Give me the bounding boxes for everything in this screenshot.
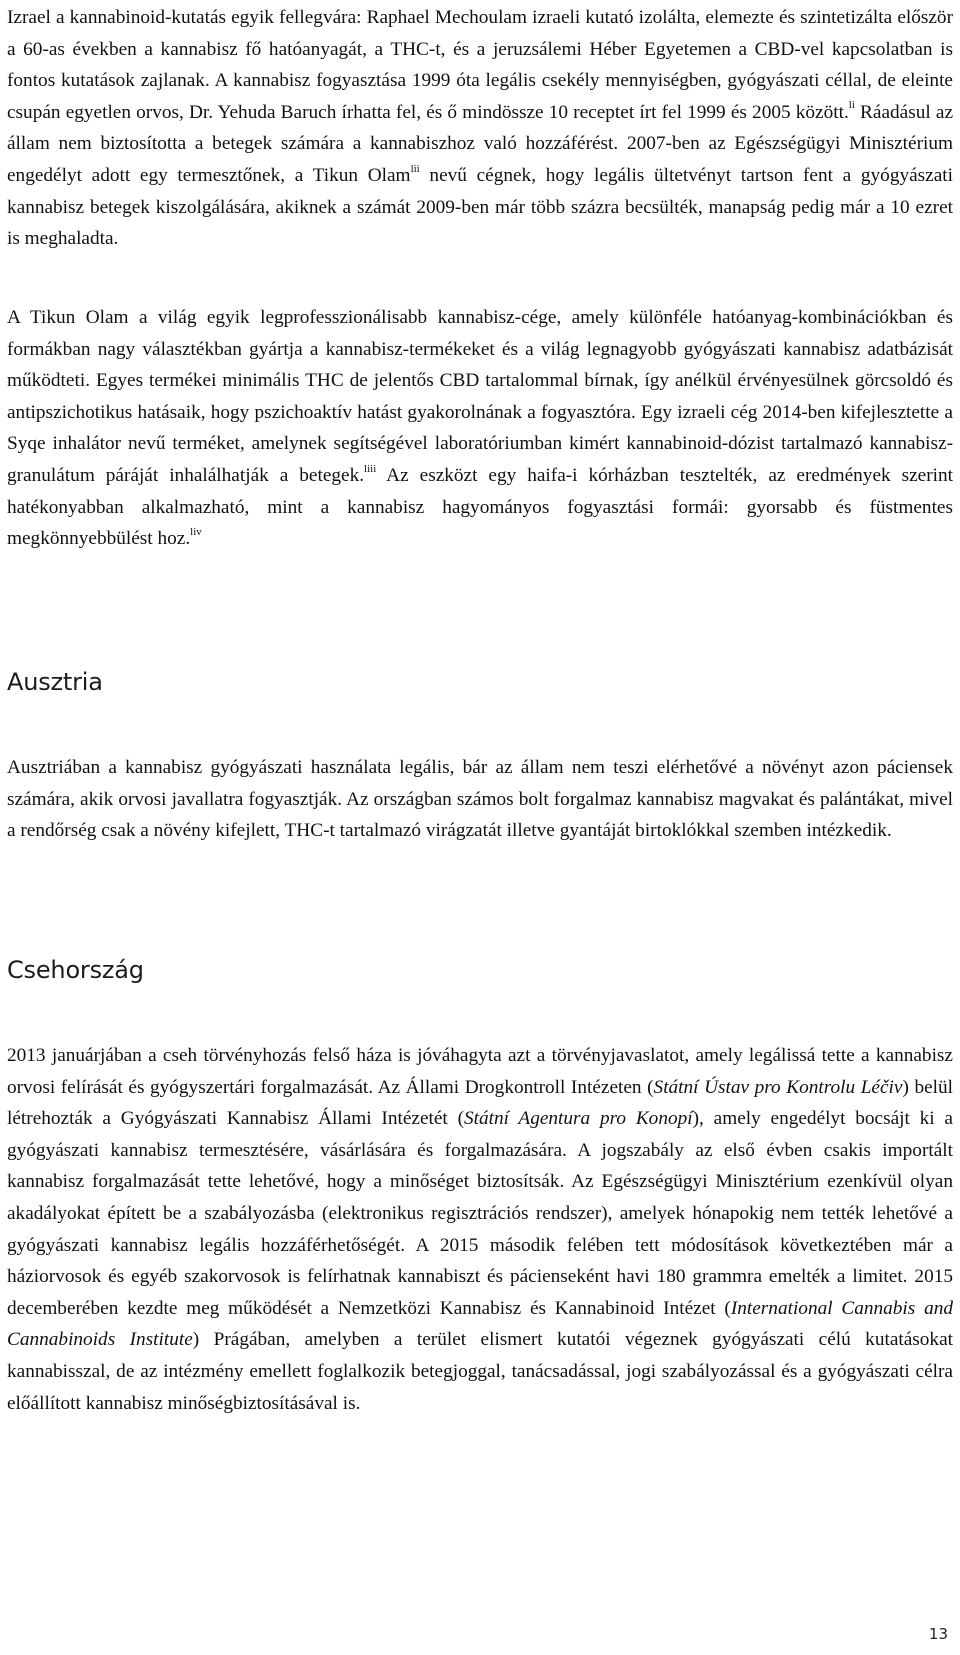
text-run: A Tikun Olam a világ egyik legprofesszionálisabb kannabisz-cége, amely különféle hatóanyag-kombinációkban és formákban nagy választékban gyártja a kannabisz-termékeket és a világ legnagyobb gyógyászati kannabisz adatbázisát működteti. Egyes termékei minimális THC de jelentős CBD tartalommal bírnak, így anélkül érvényesülnek görcsoldó és antipszichotikus hatásaik, hogy pszichoaktív hatást gyakorolnának a fogyasztóra. Egy izraeli cég 2014-ben kifejlesztette a Syqe inhalátor nevű terméket, amelynek segítségével laboratóriumban kimért kannabinoid-dózist tartalmazó kannabisz-granulátum páráját inhalálhatják a betegek. <box>7 307 953 486</box>
italic-term: Státní Agentura pro Konopí <box>464 1108 693 1130</box>
paragraph-czech <box>7 1040 953 1419</box>
footnote-ref[interactable]: li <box>848 99 855 112</box>
text-run: ), amely engedélyt bocsájt ki a gyógyászati kannabisz termesztésére, vásárlására és forgalmazására. A jogszabály az első évben csakis importált kannabisz forgalmazását tette lehetővé, hogy a minőséget biztosítsák. Az Egészségügyi Minisztérium ezenkívül olyan akadályokat épített be a szabályozásba (elektronikus regisztrációs rendszer), amelyek hónapokig nem tették lehetővé a gyógyászati kannabisz legális hozzáférhetőségét. A 2015 második felében tett módosítások következtében már a háziorvosok és egyéb szakorvosok is felírhatnak kannabiszt és pácienseként havi 180 grammra emelték a limitet. 2015 decemberében kezdte meg működését a Nemzetközi Kannabisz és Kannabinoid Intézet ( <box>7 1108 953 1319</box>
text-run: ) Prágában, amelyben a terület elismert kutatói végeznek gyógyászati célú kutatásokat kannabisszal, de az intézmény emellett foglalkozik betegjoggal, tanácsadással, jogi szabályozással és a gyógyászati célra előállított kannabisz minőségbiztosításával is. <box>7 1329 953 1414</box>
footnote-ref[interactable]: lii <box>410 162 420 175</box>
page-number: 13 <box>928 1625 948 1643</box>
paragraph-austria: Ausztriában a kannabisz gyógyászati használata legális, bár az állam nem teszi elérhetővé a növényt azon páciensek számára, akik orvosi javallatra fogyasztják. Az országban számos bolt forgalmaz kannabisz magvakat és palántákat, mivel a rendőrség csak a növény kifejlett, THC-t tartalmazó virágzatát illetve gyantáját birtoklókkal szemben intézkedik. <box>7 757 953 842</box>
text-run: Izrael a kannabinoid-kutatás egyik fellegvára: Raphael Mechoulam izraeli kutató izolálta, elemezte és szintetizálta először a 60-as években a kannabisz fő hatóanyagát, a THC-t, és a jeruzsálemi Héber Egyetemen a CBD-vel kapcsolatban is fontos kutatások zajlanak. A kannabisz fogyasztása 1999 óta legális csekély mennyiségben, gyógyászati céllal, de eleinte csupán egyetlen orvos, Dr. Yehuda Baruch írhatta fel, és ő mindössze 10 receptet írt fel 1999 és 2005 között. <box>7 7 953 123</box>
footnote-ref[interactable]: liv <box>190 525 202 538</box>
section-heading-austria: Ausztria <box>7 668 103 696</box>
text-run: nevű cégnek, hogy legális ültetvényt tartson fent a gyógyászati kannabisz betegek kiszolgálására, akiknek a számát 2009-ben már több százra becsülték, manapság pedig már a 10 ezret is meghaladta. <box>7 164 953 250</box>
text-run: Ráadásul az állam nem biztosította a betegek számára a kannabiszhoz való hozzáférést. 2007-ben az Egészségügyi Minisztérium engedélyt adott egy termesztőnek, a Tikun Olam <box>7 101 953 186</box>
section-heading-czech: Csehország <box>7 956 144 984</box>
italic-term: Státní Ústav pro Kontrolu Léčiv <box>653 1076 903 1098</box>
paragraph-israel-2 <box>7 302 953 555</box>
footnote-ref[interactable]: liii <box>364 462 377 475</box>
text-run: Az eszközt egy haifa-i kórházban tesztelték, az eredmények szerint hatékonyabban alkalmazható, mint a kannabisz hagyományos fogyasztási formái: gyorsabb és füstmentes megkönnyebbülést hoz. <box>7 464 954 550</box>
text-run: 2013 januárjában a cseh törvényhozás felső háza is jóváhagyta azt a törvényjavaslatot, amely legálissá tette a kannabisz orvosi felírását és gyógyszertári forgalmazását. Az Állami Drogkontroll Intézeten ( <box>7 1045 953 1098</box>
paragraph-israel-1 <box>7 2 953 255</box>
italic-term: International Cannabis and Cannabinoids Institute <box>7 1297 953 1351</box>
text-run: ) belül létrehozták a Gyógyászati Kannabisz Állami Intézetét ( <box>7 1076 953 1130</box>
